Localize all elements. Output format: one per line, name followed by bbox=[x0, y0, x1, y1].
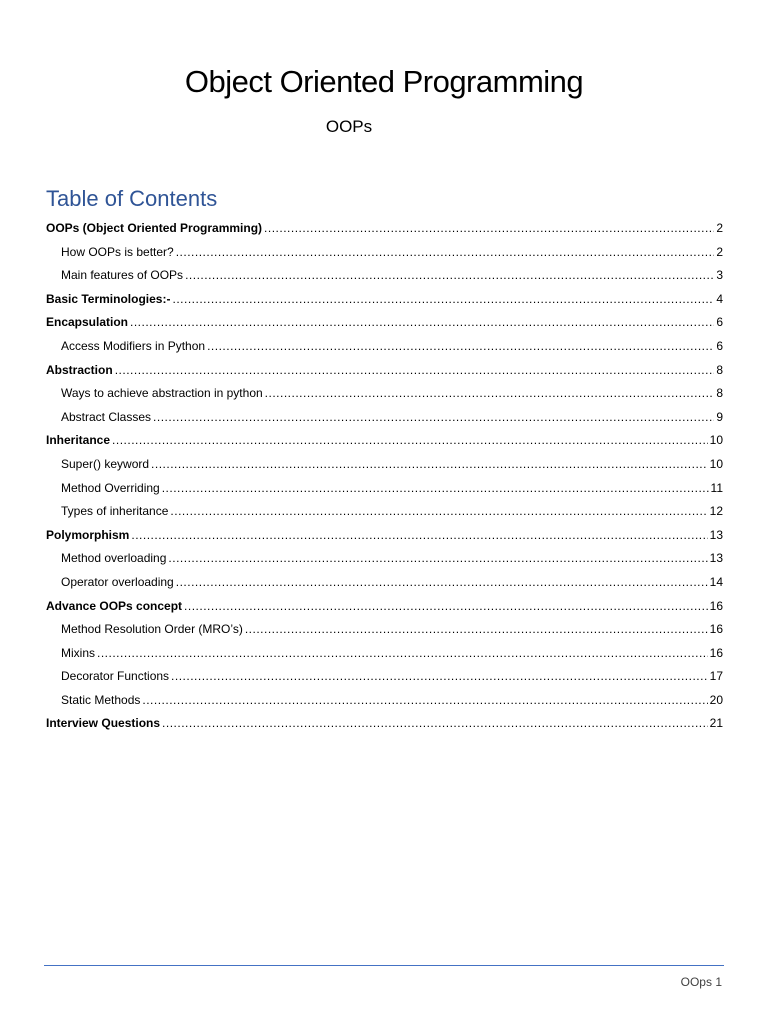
toc-entry-page: 20 bbox=[709, 692, 723, 707]
toc-entry[interactable] bbox=[46, 264, 723, 288]
toc-entry-page: 16 bbox=[709, 622, 723, 637]
toc-entry-page: 6 bbox=[716, 315, 723, 330]
toc-entry-page: 12 bbox=[709, 504, 723, 519]
toc-entry[interactable] bbox=[46, 406, 723, 430]
toc-entry-page: 4 bbox=[716, 291, 723, 306]
toc-entry[interactable] bbox=[46, 382, 723, 406]
toc-entry[interactable] bbox=[46, 712, 723, 736]
toc-leader bbox=[172, 288, 714, 312]
toc-entry[interactable] bbox=[46, 547, 723, 571]
toc-entry-page: 3 bbox=[716, 268, 723, 283]
toc-entry[interactable] bbox=[46, 288, 723, 312]
toc-entry-text: Encapsulation bbox=[46, 315, 129, 330]
toc-leader bbox=[184, 595, 708, 619]
toc-leader bbox=[162, 477, 709, 501]
toc-entry-page: 10 bbox=[709, 456, 723, 471]
toc-entry-text: Static Methods bbox=[61, 692, 141, 707]
toc-entry-text: How OOPs is better? bbox=[61, 244, 174, 259]
toc-leader bbox=[162, 712, 708, 736]
toc-entry-text: Interview Questions bbox=[46, 716, 161, 731]
toc-entry[interactable] bbox=[46, 335, 723, 359]
toc-entry[interactable] bbox=[46, 665, 723, 689]
toc-list bbox=[46, 217, 723, 736]
toc-entry-page: 6 bbox=[716, 338, 723, 353]
toc-entry-page: 14 bbox=[709, 574, 723, 589]
toc-leader bbox=[245, 618, 708, 642]
toc-entry-page: 2 bbox=[716, 221, 723, 235]
toc-entry-text: Method Overriding bbox=[61, 480, 160, 495]
toc-leader bbox=[176, 571, 708, 595]
footer-page-label: OOps 1 bbox=[680, 975, 722, 989]
toc-entry[interactable] bbox=[46, 500, 723, 524]
toc-entry[interactable] bbox=[46, 311, 723, 335]
toc-entry[interactable] bbox=[46, 642, 723, 666]
toc-entry-page: 13 bbox=[709, 527, 723, 542]
toc-leader bbox=[112, 429, 708, 453]
toc-entry[interactable] bbox=[46, 241, 723, 265]
toc-leader bbox=[264, 217, 714, 241]
toc-leader bbox=[153, 406, 714, 430]
toc-leader bbox=[115, 359, 715, 383]
toc-entry[interactable] bbox=[46, 571, 723, 595]
toc-entry[interactable] bbox=[46, 524, 723, 548]
toc-entry-text: Basic Terminologies:- bbox=[46, 291, 171, 306]
toc-entry-text: Operator overloading bbox=[61, 574, 174, 589]
toc-entry-text: Method overloading bbox=[61, 551, 167, 566]
toc-entry-page: 13 bbox=[709, 551, 723, 566]
toc-entry-text: Method Resolution Order (MRO’s) bbox=[61, 622, 243, 637]
toc-leader bbox=[171, 665, 708, 689]
toc-entry-text: Super() keyword bbox=[61, 456, 150, 471]
toc-leader bbox=[130, 311, 714, 335]
toc-leader bbox=[168, 547, 707, 571]
toc-leader bbox=[151, 453, 708, 477]
toc-leader bbox=[207, 335, 714, 359]
toc-entry[interactable] bbox=[46, 217, 723, 241]
toc-leader bbox=[265, 382, 715, 406]
document-subtitle: OOPs bbox=[325, 117, 373, 136]
toc-heading: Table of Contents bbox=[46, 186, 218, 211]
document-title: Object Oriented Programming bbox=[184, 64, 584, 99]
toc-entry-page: 16 bbox=[709, 598, 723, 613]
toc-entry-page: 8 bbox=[716, 386, 723, 401]
toc-leader bbox=[170, 500, 707, 524]
toc-leader bbox=[142, 689, 707, 713]
toc-leader bbox=[97, 642, 708, 666]
toc-entry-page: 9 bbox=[716, 409, 723, 424]
toc-entry-text: Types of inheritance bbox=[61, 504, 169, 519]
toc-entry-page: 16 bbox=[709, 645, 723, 660]
toc-leader bbox=[176, 241, 715, 265]
toc-entry[interactable] bbox=[46, 477, 723, 501]
toc-entry-text: Advance OOPs concept bbox=[46, 598, 183, 613]
toc-entry[interactable] bbox=[46, 429, 723, 453]
toc-entry[interactable] bbox=[46, 453, 723, 477]
toc-entry[interactable] bbox=[46, 618, 723, 642]
toc-entry-text: Ways to achieve abstraction in python bbox=[61, 386, 263, 401]
toc-entry[interactable] bbox=[46, 595, 723, 619]
toc-leader bbox=[131, 524, 707, 548]
toc-entry-text: Abstract Classes bbox=[61, 409, 152, 424]
toc-entry-page: 21 bbox=[709, 716, 723, 731]
toc-entry-page: 2 bbox=[716, 244, 723, 259]
toc-entry-text: Abstraction bbox=[46, 362, 113, 377]
toc-leader bbox=[185, 264, 714, 288]
toc-entry-page: 8 bbox=[716, 362, 723, 377]
toc-entry-page: 10 bbox=[709, 433, 723, 448]
toc-entry[interactable] bbox=[46, 689, 723, 713]
toc-entry[interactable] bbox=[46, 359, 723, 383]
toc-entry-page: 17 bbox=[709, 669, 723, 684]
footer-rule bbox=[44, 965, 724, 966]
toc-entry-text: Polymorphism bbox=[46, 527, 130, 542]
toc-entry-text: Mixins bbox=[61, 645, 96, 660]
toc-entry-text: Main features of OOPs bbox=[61, 268, 184, 283]
toc-entry-page: 11 bbox=[710, 480, 723, 495]
toc-entry-text: Inheritance bbox=[46, 433, 111, 448]
toc-entry-text: Decorator Functions bbox=[61, 669, 170, 684]
toc-entry-text: OOPs (Object Oriented Programming) bbox=[46, 221, 263, 235]
toc-entry-text: Access Modifiers in Python bbox=[61, 338, 206, 353]
